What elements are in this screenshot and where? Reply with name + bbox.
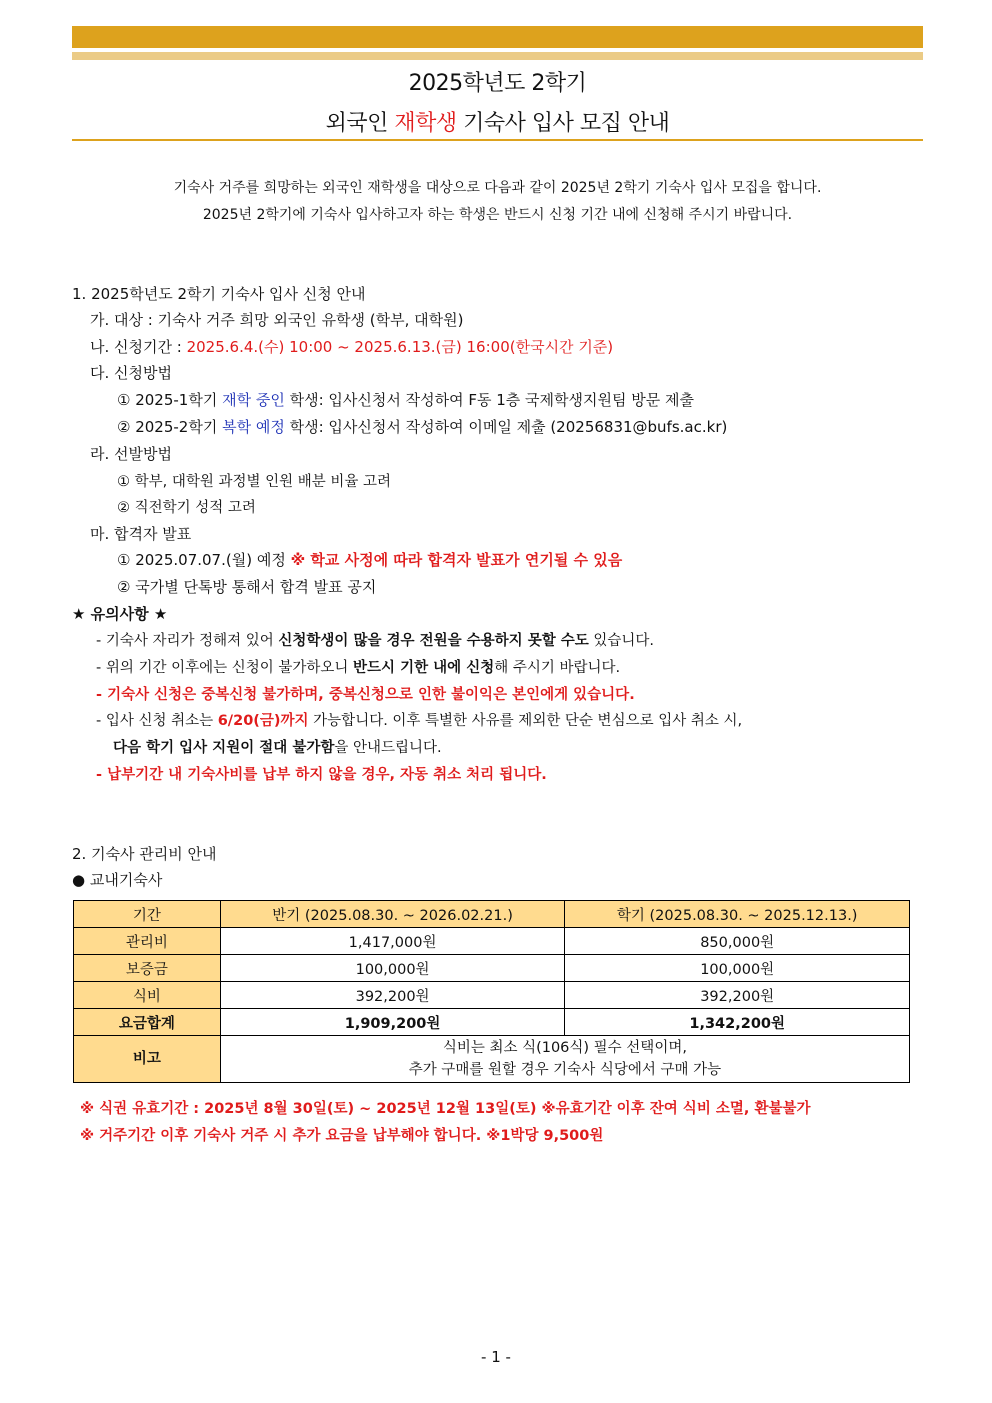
note-2: - 위의 기간 이후에는 신청이 불가하오니 반드시 기한 내에 신청해 주시기 바랍니다. xyxy=(96,660,621,676)
footnote-2: ※ 거주기간 이후 기숙사 거주 시 추가 요금을 납부해야 합니다. ※1박당 9,500원 xyxy=(80,1128,604,1144)
item-da-1: ① 2025-1학기 재학 중인 학생: 입사신청서 작성하여 F동 1층 국제학생지원팀 방문 제출 xyxy=(117,391,694,409)
table-header-cell: 기간 xyxy=(74,901,221,928)
item-da-2: ② 2025-2학기 복학 예정 학생: 입사신청서 작성하여 이메일 제출 (20256831@bufs.ac.kr) xyxy=(117,418,728,436)
table-cell: 100,000원 xyxy=(220,955,565,982)
note-4: - 입사 신청 취소는 6/20(금)까지 가능합니다. 이후 특별한 사유를 제외한 단순 변심으로 입사 취소 시, xyxy=(96,713,743,729)
notes-heading: ★ 유의사항 ★ xyxy=(72,605,168,623)
footnote-1: ※ 식권 유효기간 : 2025년 8월 30일(토) ~ 2025년 12월 13일(토) ※유효기간 이후 잔여 식비 소멸, 환불불가 xyxy=(80,1101,811,1117)
table-row xyxy=(74,955,910,982)
section2-heading: 2. 기숙사 관리비 안내 xyxy=(72,845,217,863)
note-4-cont: 다음 학기 입사 지원이 절대 불가함을 안내드립니다. xyxy=(113,740,442,756)
note-5: - 납부기간 내 기숙사비를 납부 하지 않을 경우, 자동 취소 처리 됩니다. xyxy=(96,767,547,783)
item-ma-2: ② 국가별 단톡방 통해서 합격 발표 공지 xyxy=(117,578,377,596)
table-remark-row xyxy=(74,1036,910,1083)
table-header-row xyxy=(74,901,910,928)
row-label: 비고 xyxy=(74,1036,221,1083)
item-ma-1: ① 2025.07.07.(월) 예정 ※ 학교 사정에 따라 합격자 발표가 연기될 수 있음 xyxy=(117,551,623,569)
table-row xyxy=(74,982,910,1009)
table-cell: 392,200원 xyxy=(565,982,910,1009)
item-da: 다. 신청방법 xyxy=(90,364,172,382)
remark-cell: 식비는 최소 식(106식) 필수 선택이며, 추가 구매를 원할 경우 기숙사 식당에서 구매 가능 xyxy=(220,1036,909,1083)
table-header-cell: 반기 (2025.08.30. ~ 2026.02.21.) xyxy=(220,901,565,928)
table-cell: 1,417,000원 xyxy=(220,928,565,955)
row-label: 요금합계 xyxy=(74,1009,221,1036)
title-underline xyxy=(72,139,923,141)
item-na: 나. 신청기간 : 2025.6.4.(수) 10:00 ~ 2025.6.13.(금) 16:00(한국시간 기준) xyxy=(90,338,614,356)
table-row xyxy=(74,928,910,955)
row-label: 보증금 xyxy=(74,955,221,982)
note-3: - 기숙사 신청은 중복신청 불가하며, 중복신청으로 인한 불이익은 본인에게 있습니다. xyxy=(96,687,635,703)
intro-line-2: 2025년 2학기에 기숙사 입사하고자 하는 학생은 반드시 신청 기간 내에 신청해 주시기 바랍니다. xyxy=(202,207,793,223)
title-highlight: 재학생 xyxy=(394,111,457,136)
table-cell: 1,342,200원 xyxy=(565,1009,910,1036)
table-cell: 1,909,200원 xyxy=(220,1009,565,1036)
table-cell: 100,000원 xyxy=(565,955,910,982)
fee-table xyxy=(73,900,910,1083)
item-ra-2: ② 직전학기 성적 고려 xyxy=(117,500,256,516)
row-label: 식비 xyxy=(74,982,221,1009)
item-ra: 라. 선발방법 xyxy=(90,445,172,463)
title-line-2: 외국인 재학생 기숙사 입사 모집 안내 xyxy=(325,111,670,136)
header-light-bar xyxy=(72,52,923,60)
item-ga: 가. 대상 : 기숙사 거주 희망 외국인 유학생 (학부, 대학원) xyxy=(90,311,464,329)
header-gold-bar xyxy=(72,26,923,48)
table-total-row xyxy=(74,1009,910,1036)
table-header-cell: 학기 (2025.08.30. ~ 2025.12.13.) xyxy=(565,901,910,928)
item-ra-1: ① 학부, 대학원 과정별 인원 배분 비율 고려 xyxy=(117,474,391,490)
item-ma: 마. 합격자 발표 xyxy=(90,525,192,543)
title-line-1: 2025학년도 2학기 xyxy=(408,71,587,96)
note-1: - 기숙사 자리가 정해져 있어 신청학생이 많을 경우 전원을 수용하지 못할 수도 있습니다. xyxy=(96,633,655,649)
intro-line-1: 기숙사 거주를 희망하는 외국인 재학생을 대상으로 다음과 같이 2025년 2학기 기숙사 입사 모집을 합니다. xyxy=(173,180,822,196)
section2-sub: ● 교내기숙사 xyxy=(72,871,163,889)
section1-heading: 1. 2025학년도 2학기 기숙사 입사 신청 안내 xyxy=(72,285,366,303)
table-cell: 392,200원 xyxy=(220,982,565,1009)
page-number: - 1 - xyxy=(481,1348,511,1366)
application-period: 2025.6.4.(수) 10:00 ~ 2025.6.13.(금) 16:00(한국시간 기준) xyxy=(186,338,614,356)
row-label: 관리비 xyxy=(74,928,221,955)
table-cell: 850,000원 xyxy=(565,928,910,955)
